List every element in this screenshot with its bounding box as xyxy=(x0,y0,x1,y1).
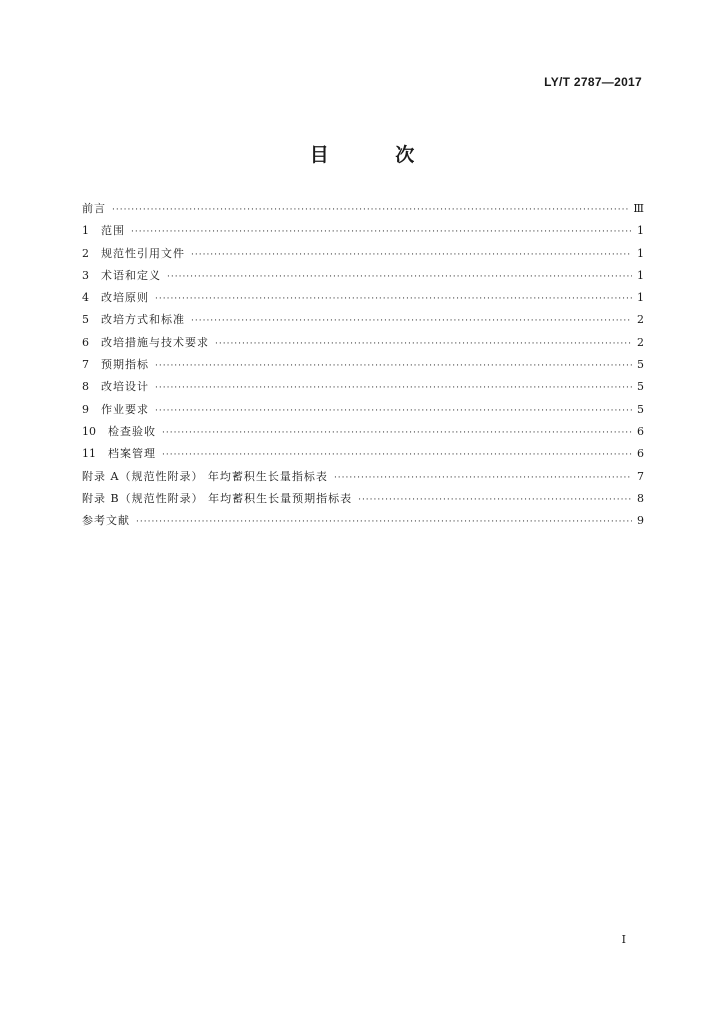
toc-leader-dots xyxy=(155,376,632,399)
toc-entry-text: 参考文献 xyxy=(82,514,130,528)
toc-leader-dots xyxy=(167,265,632,288)
toc-entry-text: 改培方式和标准 xyxy=(101,313,185,327)
toc-entry-page: 2 xyxy=(637,335,644,349)
toc-leader-dots xyxy=(215,332,632,355)
toc-leader-dots xyxy=(191,309,632,332)
toc-entry-appendix-b[interactable] xyxy=(82,488,644,510)
toc-entry-foreword[interactable] xyxy=(82,198,644,220)
toc-entry-number: 8 xyxy=(82,380,89,394)
toc-entry-design[interactable] xyxy=(82,376,644,398)
page-number: I xyxy=(621,933,626,946)
toc-leader-dots xyxy=(334,466,632,489)
toc-leader-dots xyxy=(155,354,632,377)
toc-entry-page: 6 xyxy=(637,447,644,461)
toc-entry-page: 1 xyxy=(637,268,644,282)
toc-entry-number: 7 xyxy=(82,358,89,372)
toc-entry-text: 改培措施与技术要求 xyxy=(101,335,209,349)
toc-entry-number: 11 xyxy=(82,447,96,461)
toc-entry-inspection-acceptance[interactable] xyxy=(82,421,644,443)
toc-entry-text: 术语和定义 xyxy=(101,268,161,282)
toc-entry-page: 1 xyxy=(637,224,644,238)
toc-entry-appendix-a[interactable] xyxy=(82,466,644,488)
toc-leader-dots xyxy=(162,443,632,466)
toc-entry-page: 1 xyxy=(637,246,644,260)
toc-leader-dots xyxy=(112,198,629,221)
toc-entry-text: 附录 A（规范性附录） 年均蓄积生长量指标表 xyxy=(82,469,328,483)
toc-leader-dots xyxy=(131,220,632,243)
toc-entry-text: 改培原则 xyxy=(101,291,149,305)
toc-entry-operation-requirements[interactable] xyxy=(82,399,644,421)
toc-leader-dots xyxy=(155,287,632,310)
toc-entry-text: 附录 B（规范性附录） 年均蓄积生长量预期指标表 xyxy=(82,491,353,505)
toc-entry-number: 4 xyxy=(82,291,89,305)
toc-entry-text: 作业要求 xyxy=(101,402,149,416)
toc-entry-expected-indicators[interactable] xyxy=(82,354,644,376)
toc-entry-page: 9 xyxy=(637,514,644,528)
toc-entry-methods-standards[interactable] xyxy=(82,309,644,331)
toc-entry-number: 9 xyxy=(82,402,89,416)
toc-entry-text: 改培设计 xyxy=(101,380,149,394)
toc-entry-page: 2 xyxy=(637,313,644,327)
toc-entry-page: Ⅲ xyxy=(633,202,644,215)
toc-leader-dots xyxy=(136,510,632,533)
toc-entry-number: 2 xyxy=(82,246,89,260)
toc-leader-dots xyxy=(155,399,632,422)
toc-entry-text: 预期指标 xyxy=(101,358,149,372)
toc-leader-dots xyxy=(162,421,632,444)
toc-entry-page: 5 xyxy=(637,358,644,372)
toc-entry-terms-definitions[interactable] xyxy=(82,265,644,287)
toc-entry-number: 5 xyxy=(82,313,89,327)
document-code: LY/T 2787—2017 xyxy=(544,75,642,89)
toc-entry-principles[interactable] xyxy=(82,287,644,309)
toc-entry-archive-management[interactable] xyxy=(82,443,644,465)
toc-entry-text: 检查验收 xyxy=(108,424,156,438)
toc-entry-text: 范围 xyxy=(101,224,125,238)
toc-entry-page: 5 xyxy=(637,380,644,394)
toc-leader-dots xyxy=(191,243,632,266)
toc-title: 目 次 xyxy=(309,144,445,166)
toc-entry-number: 10 xyxy=(82,424,96,438)
toc-entry-text: 前言 xyxy=(82,202,106,215)
toc-entry-text: 规范性引用文件 xyxy=(101,246,185,260)
toc-entry-page: 6 xyxy=(637,424,644,438)
toc-entry-measures-requirements[interactable] xyxy=(82,332,644,354)
toc-entry-page: 8 xyxy=(637,491,644,505)
toc-entry-number: 3 xyxy=(82,268,89,282)
toc-entry-page: 1 xyxy=(637,291,644,305)
toc-entry-page: 7 xyxy=(637,469,644,483)
toc-entry-number: 6 xyxy=(82,335,89,349)
toc-entry-bibliography[interactable] xyxy=(82,510,644,532)
toc-leader-dots xyxy=(358,488,632,511)
toc-entry-page: 5 xyxy=(637,402,644,416)
toc-entry-scope[interactable] xyxy=(82,220,644,242)
toc-entry-text: 档案管理 xyxy=(108,447,156,461)
toc-entry-number: 1 xyxy=(82,224,89,238)
toc-entry-normative-references[interactable] xyxy=(82,243,644,265)
toc-list xyxy=(82,198,644,532)
